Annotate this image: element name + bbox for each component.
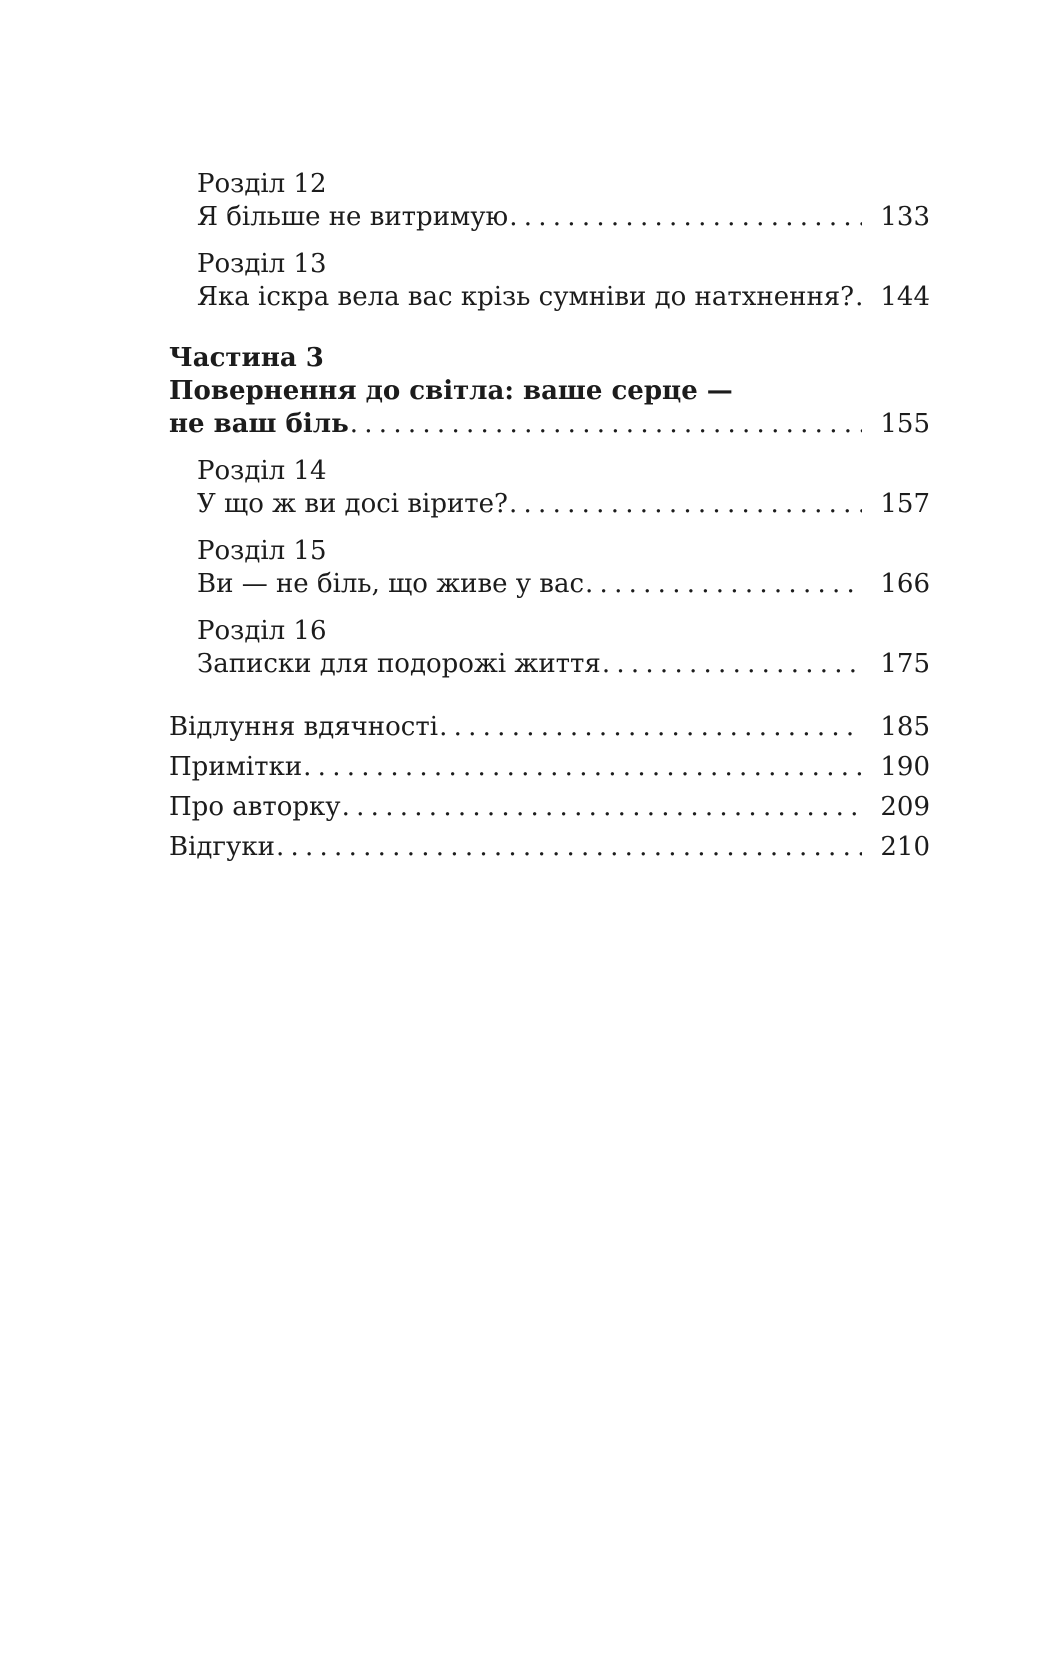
part-subtitle: Повернення до світла: ваше серце — <box>169 376 733 406</box>
chapter-title: Яка іскра вела вас крізь сумніви до натхнення? <box>197 282 855 312</box>
toc-row <box>197 648 930 681</box>
toc-entry-chapter <box>197 615 930 681</box>
dot-leader <box>508 488 862 521</box>
backmatter-title: Відлуння вдячності <box>169 712 439 742</box>
page-number: 166 <box>880 569 930 599</box>
part-title: не ваш біль <box>169 409 349 439</box>
toc-entry-backmatter <box>169 711 930 744</box>
page-number: 133 <box>880 202 930 232</box>
toc-row <box>169 751 930 784</box>
toc-row <box>197 201 930 234</box>
page-number: 144 <box>880 282 930 312</box>
page-number: 155 <box>880 409 930 439</box>
dot-leader <box>341 791 863 824</box>
toc-entry-chapter <box>197 535 930 601</box>
toc-row <box>169 408 930 441</box>
toc-row <box>197 488 930 521</box>
page-number: 185 <box>880 712 930 742</box>
toc-row <box>197 281 930 314</box>
toc-row <box>169 711 930 744</box>
backmatter-title: Про авторку <box>169 792 341 822</box>
page-number: 175 <box>880 649 930 679</box>
chapter-label: Розділ 13 <box>197 249 327 279</box>
part-label: Частина 3 <box>169 343 324 373</box>
chapter-title: У що ж ви досі вірите? <box>197 489 508 519</box>
toc-row <box>169 791 930 824</box>
dot-leader <box>438 711 862 744</box>
dot-leader <box>601 648 863 681</box>
dot-leader <box>302 751 862 784</box>
chapter-label: Розділ 16 <box>197 616 327 646</box>
dot-leader <box>275 831 862 864</box>
chapter-title: Ви — не біль, що живе у вас <box>197 569 585 599</box>
backmatter-title: Відгуки <box>169 832 275 862</box>
toc-row <box>197 568 930 601</box>
dot-leader <box>508 201 862 234</box>
toc-entry-backmatter <box>169 751 930 784</box>
toc-entry-chapter <box>197 455 930 521</box>
page-number: 209 <box>880 792 930 822</box>
backmatter-title: Примітки <box>169 752 303 782</box>
page-number: 157 <box>880 489 930 519</box>
toc-entry-chapter <box>197 168 930 234</box>
toc-row <box>169 831 930 864</box>
dot-leader <box>584 568 862 601</box>
dot-leader <box>854 281 862 314</box>
table-of-contents <box>169 168 930 871</box>
chapter-label: Розділ 14 <box>197 456 327 486</box>
backmatter-section <box>169 711 930 864</box>
dot-leader <box>349 408 863 441</box>
toc-entry-chapter <box>197 248 930 314</box>
chapter-label: Розділ 12 <box>197 169 327 199</box>
chapter-title: Я більше не витримую <box>197 202 509 232</box>
toc-entry-backmatter <box>169 831 930 864</box>
chapter-label: Розділ 15 <box>197 536 327 566</box>
toc-entry-part <box>169 342 930 441</box>
toc-entry-backmatter <box>169 791 930 824</box>
page-number: 190 <box>880 752 930 782</box>
chapter-title: Записки для подорожі життя <box>197 649 601 679</box>
page-number: 210 <box>880 832 930 862</box>
